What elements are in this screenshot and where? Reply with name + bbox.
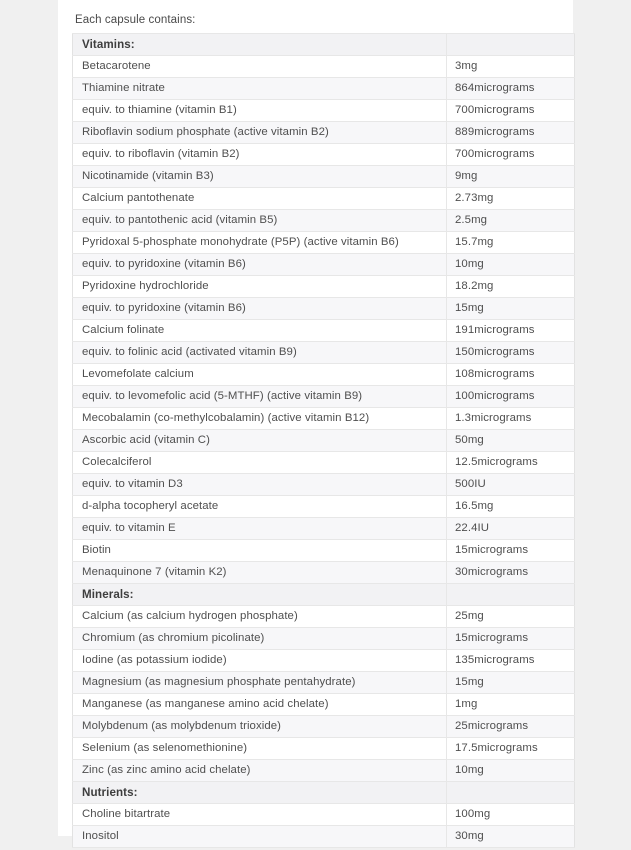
- ingredient-amount: 700micrograms: [447, 144, 575, 166]
- table-row: [73, 694, 575, 716]
- ingredient-name: Thiamine nitrate: [73, 78, 447, 100]
- ingredients-table: [72, 33, 575, 848]
- ingredient-amount: 25mg: [447, 606, 575, 628]
- ingredient-name: Chromium (as chromium picolinate): [73, 628, 447, 650]
- ingredient-name: equiv. to pantothenic acid (vitamin B5): [73, 210, 447, 232]
- table-row: [73, 760, 575, 782]
- ingredient-name: Inositol: [73, 826, 447, 848]
- ingredient-name: equiv. to pyridoxine (vitamin B6): [73, 254, 447, 276]
- table-row: [73, 408, 575, 430]
- ingredient-name: equiv. to vitamin E: [73, 518, 447, 540]
- table-row: [73, 78, 575, 100]
- table-row: [73, 518, 575, 540]
- ingredient-amount: 15mg: [447, 672, 575, 694]
- ingredient-name: Levomefolate calcium: [73, 364, 447, 386]
- ingredient-name: Molybdenum (as molybdenum trioxide): [73, 716, 447, 738]
- ingredient-name: Riboflavin sodium phosphate (active vitamin B2): [73, 122, 447, 144]
- table-row: [73, 650, 575, 672]
- ingredient-amount: 9mg: [447, 166, 575, 188]
- table-row: [73, 474, 575, 496]
- ingredient-amount: 2.73mg: [447, 188, 575, 210]
- ingredient-amount: 18.2mg: [447, 276, 575, 298]
- ingredient-amount: 108micrograms: [447, 364, 575, 386]
- table-row: [73, 496, 575, 518]
- table-row: [73, 804, 575, 826]
- table-row: [73, 628, 575, 650]
- ingredient-amount: 15micrograms: [447, 540, 575, 562]
- section-header-row: [73, 782, 575, 804]
- table-row: [73, 826, 575, 848]
- ingredient-name: Choline bitartrate: [73, 804, 447, 826]
- table-row: [73, 144, 575, 166]
- section-label: Vitamins:: [73, 34, 447, 56]
- ingredient-name: equiv. to riboflavin (vitamin B2): [73, 144, 447, 166]
- ingredients-table-body: [73, 34, 575, 848]
- ingredient-amount: 889micrograms: [447, 122, 575, 144]
- ingredient-name: Ascorbic acid (vitamin C): [73, 430, 447, 452]
- ingredient-name: Betacarotene: [73, 56, 447, 78]
- ingredient-amount: 12.5micrograms: [447, 452, 575, 474]
- ingredient-name: Biotin: [73, 540, 447, 562]
- ingredients-panel: [58, 0, 573, 842]
- table-row: [73, 210, 575, 232]
- ingredient-amount: [447, 584, 575, 606]
- ingredient-name: Colecalciferol: [73, 452, 447, 474]
- ingredient-name: Manganese (as manganese amino acid chelate): [73, 694, 447, 716]
- table-row: [73, 188, 575, 210]
- ingredient-amount: 150micrograms: [447, 342, 575, 364]
- ingredient-name: equiv. to thiamine (vitamin B1): [73, 100, 447, 122]
- ingredient-amount: 10mg: [447, 760, 575, 782]
- ingredient-amount: 191micrograms: [447, 320, 575, 342]
- ingredient-amount: 30mg: [447, 826, 575, 848]
- ingredient-name: Selenium (as selenomethionine): [73, 738, 447, 760]
- ingredient-name: Calcium pantothenate: [73, 188, 447, 210]
- ingredient-amount: 15.7mg: [447, 232, 575, 254]
- table-row: [73, 320, 575, 342]
- ingredient-amount: 17.5micrograms: [447, 738, 575, 760]
- ingredient-amount: 700micrograms: [447, 100, 575, 122]
- table-row: [73, 672, 575, 694]
- ingredient-name: Magnesium (as magnesium phosphate pentahydrate): [73, 672, 447, 694]
- ingredient-amount: 100micrograms: [447, 386, 575, 408]
- ingredient-amount: 3mg: [447, 56, 575, 78]
- table-row: [73, 716, 575, 738]
- table-row: [73, 738, 575, 760]
- table-row: [73, 298, 575, 320]
- ingredient-name: Menaquinone 7 (vitamin K2): [73, 562, 447, 584]
- table-row: [73, 276, 575, 298]
- ingredient-name: equiv. to levomefolic acid (5-MTHF) (active vitamin B9): [73, 386, 447, 408]
- ingredient-amount: [447, 782, 575, 804]
- table-row: [73, 254, 575, 276]
- ingredient-amount: 10mg: [447, 254, 575, 276]
- table-row: [73, 100, 575, 122]
- ingredient-name: Iodine (as potassium iodide): [73, 650, 447, 672]
- ingredient-amount: 135micrograms: [447, 650, 575, 672]
- table-row: [73, 452, 575, 474]
- table-row: [73, 364, 575, 386]
- ingredient-name: Nicotinamide (vitamin B3): [73, 166, 447, 188]
- ingredient-amount: 1.3micrograms: [447, 408, 575, 430]
- table-row: [73, 540, 575, 562]
- ingredient-amount: 1mg: [447, 694, 575, 716]
- ingredient-name: d-alpha tocopheryl acetate: [73, 496, 447, 518]
- panel-inner: [58, 0, 573, 848]
- table-row: [73, 562, 575, 584]
- ingredient-amount: 864micrograms: [447, 78, 575, 100]
- intro-heading: Each capsule contains:: [75, 14, 196, 26]
- ingredient-amount: 15mg: [447, 298, 575, 320]
- section-label: Minerals:: [73, 584, 447, 606]
- table-row: [73, 342, 575, 364]
- table-row: [73, 430, 575, 452]
- ingredient-amount: 500IU: [447, 474, 575, 496]
- ingredient-name: equiv. to folinic acid (activated vitamin B9): [73, 342, 447, 364]
- table-row: [73, 56, 575, 78]
- ingredient-amount: 16.5mg: [447, 496, 575, 518]
- ingredient-name: Calcium (as calcium hydrogen phosphate): [73, 606, 447, 628]
- ingredient-name: equiv. to vitamin D3: [73, 474, 447, 496]
- ingredient-amount: 2.5mg: [447, 210, 575, 232]
- ingredient-name: Pyridoxine hydrochloride: [73, 276, 447, 298]
- ingredient-name: equiv. to pyridoxine (vitamin B6): [73, 298, 447, 320]
- ingredient-amount: 15micrograms: [447, 628, 575, 650]
- ingredient-amount: 50mg: [447, 430, 575, 452]
- ingredient-amount: 22.4IU: [447, 518, 575, 540]
- section-header-row: [73, 34, 575, 56]
- ingredient-amount: [447, 34, 575, 56]
- table-row: [73, 606, 575, 628]
- table-row: [73, 386, 575, 408]
- ingredient-name: Mecobalamin (co-methylcobalamin) (active vitamin B12): [73, 408, 447, 430]
- section-label: Nutrients:: [73, 782, 447, 804]
- ingredient-name: Zinc (as zinc amino acid chelate): [73, 760, 447, 782]
- ingredient-name: Calcium folinate: [73, 320, 447, 342]
- section-header-row: [73, 584, 575, 606]
- table-row: [73, 166, 575, 188]
- ingredient-amount: 30micrograms: [447, 562, 575, 584]
- ingredient-amount: 100mg: [447, 804, 575, 826]
- table-row: [73, 122, 575, 144]
- table-row: [73, 232, 575, 254]
- ingredient-amount: 25micrograms: [447, 716, 575, 738]
- ingredient-name: Pyridoxal 5-phosphate monohydrate (P5P) (active vitamin B6): [73, 232, 447, 254]
